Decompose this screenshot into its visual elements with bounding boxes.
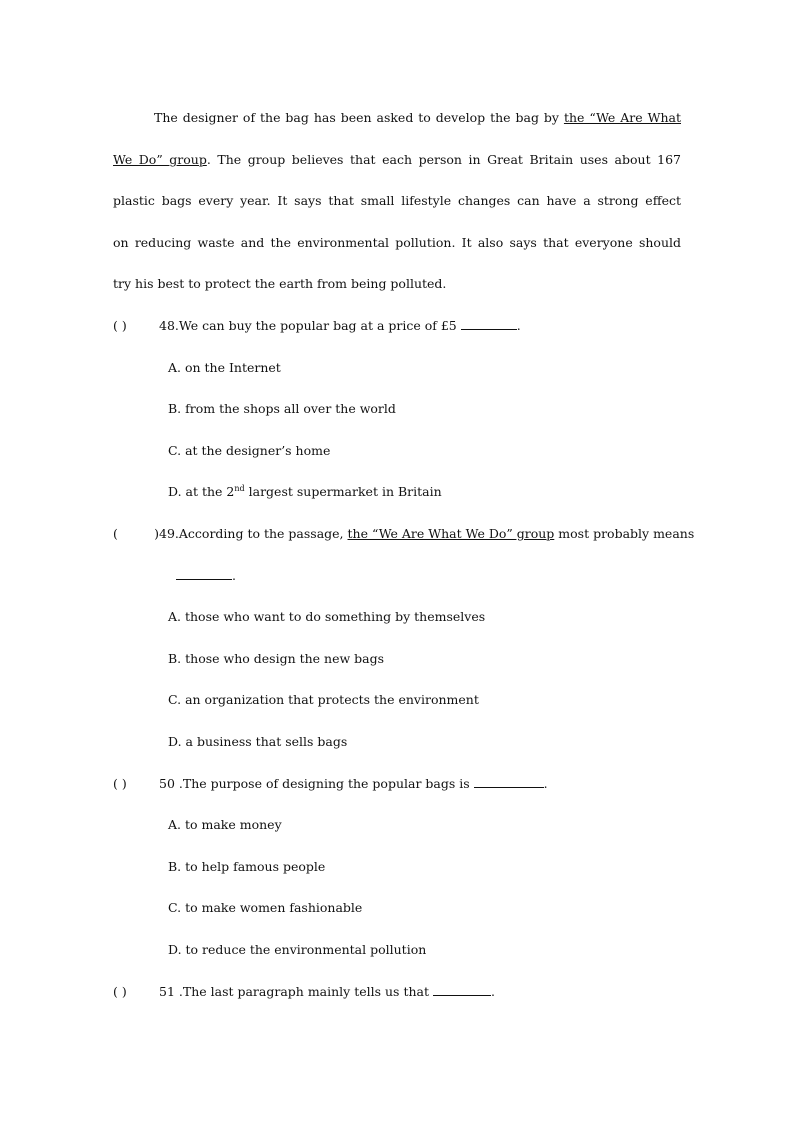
question-stem: According to the passage, bbox=[178, 526, 344, 541]
answer-blank bbox=[461, 319, 517, 330]
stem-end: . bbox=[232, 568, 236, 583]
option-text: largest supermarket in Britain bbox=[244, 484, 442, 499]
passage-line-5: try his best to protect the earth from being polluted. bbox=[113, 276, 447, 291]
option-50-c: C. to make women fashionable bbox=[168, 900, 363, 915]
passage-line-2 bbox=[113, 152, 681, 168]
option-48-b: B. from the shops all over the world bbox=[168, 401, 396, 416]
question-48 bbox=[113, 318, 521, 334]
question-51 bbox=[113, 984, 495, 1000]
option-48-a: A. on the Internet bbox=[168, 360, 281, 375]
option-text: D. at the 2 bbox=[168, 484, 235, 499]
option-50-d: D. to reduce the environmental pollution bbox=[168, 942, 427, 957]
question-number: 51 . bbox=[159, 984, 183, 999]
question-50 bbox=[113, 776, 548, 792]
option-49-d: D. a business that sells bags bbox=[168, 734, 348, 749]
stem-end: . bbox=[516, 318, 521, 333]
question-49 bbox=[113, 526, 695, 542]
option-49-b: B. those who design the new bags bbox=[168, 651, 385, 666]
answer-blank bbox=[474, 777, 544, 788]
question-number: 49. bbox=[159, 526, 179, 541]
question-stem: We can buy the popular bag at a price of £5 bbox=[178, 318, 457, 333]
option-50-a: A. to make money bbox=[168, 817, 282, 832]
group-name-underlined: the “We Are What bbox=[563, 110, 681, 125]
answer-blank bbox=[433, 985, 491, 996]
question-stem: The purpose of designing the popular bags is bbox=[182, 776, 470, 791]
group-name-underlined: We Do” group bbox=[113, 152, 207, 167]
answer-parentheses[interactable]: ( ) bbox=[113, 318, 127, 333]
passage-text: . The group believes that each person in Great Britain uses about 167 bbox=[206, 152, 681, 167]
option-50-b: B. to help famous people bbox=[168, 859, 326, 874]
passage-text: The designer of the bag has been asked to develop the bag by bbox=[154, 110, 559, 125]
question-stem: most probably means bbox=[558, 526, 695, 541]
group-name-underlined: the “We Are What We Do” group bbox=[347, 526, 555, 541]
passage-line-3: plastic bags every year. It says that small lifestyle changes can have a strong effect bbox=[113, 193, 681, 208]
question-number: 50 . bbox=[159, 776, 183, 791]
passage-line-4: on reducing waste and the environmental pollution. It also says that everyone should bbox=[113, 235, 681, 250]
answer-parentheses[interactable]: ( ) bbox=[113, 526, 159, 541]
answer-parentheses[interactable]: ( ) bbox=[113, 984, 127, 999]
answer-blank bbox=[176, 569, 232, 580]
stem-end: . bbox=[543, 776, 548, 791]
option-48-c: C. at the designer’s home bbox=[168, 443, 331, 458]
ordinal-superscript: nd bbox=[234, 484, 245, 493]
option-49-c: C. an organization that protects the environment bbox=[168, 692, 479, 707]
passage-line-1 bbox=[113, 110, 681, 126]
stem-end: . bbox=[490, 984, 495, 999]
answer-parentheses[interactable]: ( ) bbox=[113, 776, 127, 791]
option-49-a: A. those who want to do something by themselves bbox=[168, 609, 486, 624]
question-49-blank-line bbox=[176, 568, 236, 584]
option-48-d bbox=[168, 484, 442, 500]
question-stem: The last paragraph mainly tells us that bbox=[182, 984, 429, 999]
question-number: 48. bbox=[159, 318, 179, 333]
